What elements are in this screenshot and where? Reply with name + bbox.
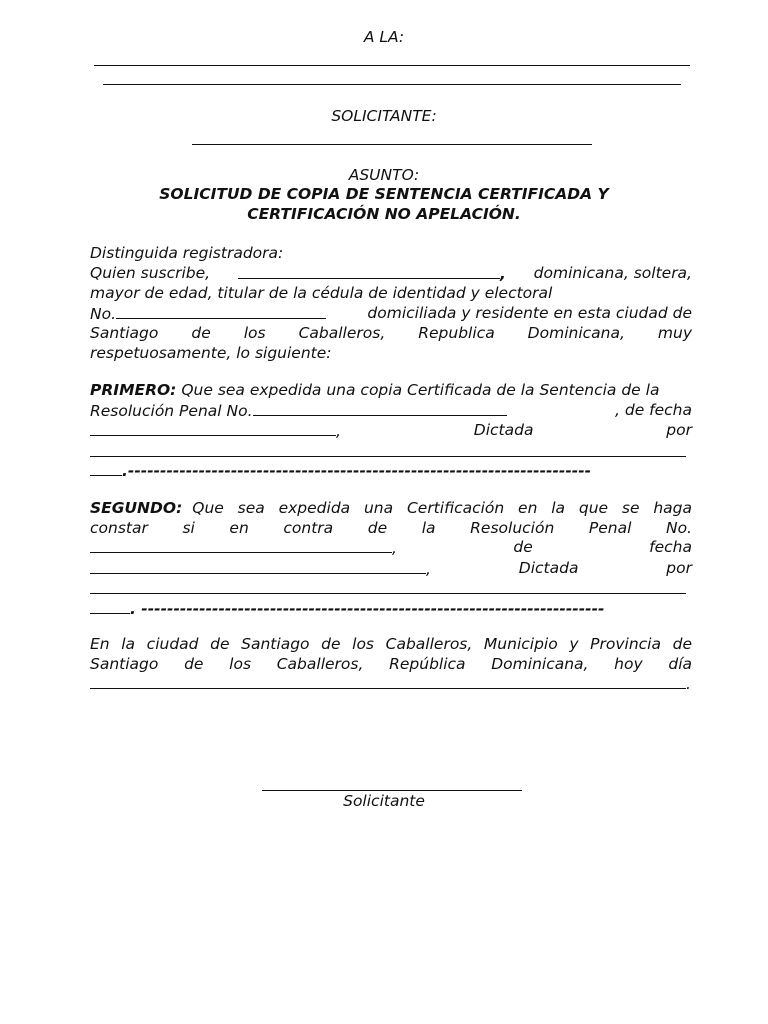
first-line-5: .------------------------------------------------------------------------ [90,461,692,482]
subject-label: ASUNTO: [348,166,420,184]
second-text: de [513,538,533,557]
intro-text: dominicana, soltera, [533,263,692,282]
intro-text: Quien suscribe, [90,263,211,282]
intro-text: domiciliada y residente en esta ciudad de [367,303,692,322]
first-line-2 [90,401,692,422]
first-text: Que sea expedida una copia Certificada de la Sentencia de la [181,381,660,399]
addressee-line-1 [94,65,690,66]
first-text: , de fecha [615,400,692,419]
intro-line-3 [90,304,692,325]
second-text: por [666,558,692,577]
signature-label: Solicitante [343,792,425,810]
second-text: Dictada [518,558,579,577]
first-line-4 [90,442,692,462]
first-line-3 [90,421,692,442]
intro-paragraph [90,244,692,364]
date-blank: , [90,421,341,442]
first-label: PRIMERO: [90,381,177,399]
intro-line-4: Santiago de los Caballeros, Republica Dominicana, muy [90,324,692,343]
first-text: por [666,421,692,440]
second-line-6: . ------------------------------------------------------------------------ [90,599,692,620]
second-text: fecha [649,538,692,557]
second-line-3 [90,538,692,559]
second-label: SEGUNDO: [90,499,183,517]
subject-title-line-2: CERTIFICACIÓN NO APELACIÓN. [247,205,521,223]
subject-title-line-1: SOLICITUD DE COPIA DE SENTENCIA CERTIFICADA Y [159,185,609,203]
resolution-number-blank: , [90,538,397,559]
second-paragraph [90,499,692,620]
closing-line-3: . [90,674,692,695]
first-paragraph [90,381,692,482]
intro-line-1 [90,264,692,285]
closing-line-2: Santiago de los Caballeros, República Dominicana, hoy día [90,654,692,673]
intro-line-5: respetuosamente, lo siguiente: [90,343,332,362]
second-line-4 [90,559,692,580]
resolution-number-blank: Resolución Penal No. [90,401,507,422]
second-line-2: constar si en contra de la Resolución Penal No. [90,518,692,537]
name-blank: , [238,264,506,285]
signature-line [262,790,522,791]
first-text: Dictada [473,421,534,440]
id-number-blank: No. [90,304,326,325]
intro-line-2: mayor de edad, titular de la cédula de identidad y electoral [90,284,553,303]
greeting: Distinguida registradora: [90,244,284,262]
second-line-1 [90,499,692,519]
date-blank: , [90,559,431,580]
closing-paragraph [90,635,692,695]
first-line-1 [90,381,692,401]
addressee-label: A LA: [363,28,405,46]
applicant-line [192,144,592,145]
closing-line-1: En la ciudad de Santiago de los Caballeros, Municipio y Provincia de [90,635,692,653]
addressee-line-2 [103,84,681,85]
second-text: Que sea expedida una Certificación en la que se haga [192,499,692,517]
applicant-label: SOLICITANTE: [331,107,437,125]
second-line-5 [90,579,692,599]
